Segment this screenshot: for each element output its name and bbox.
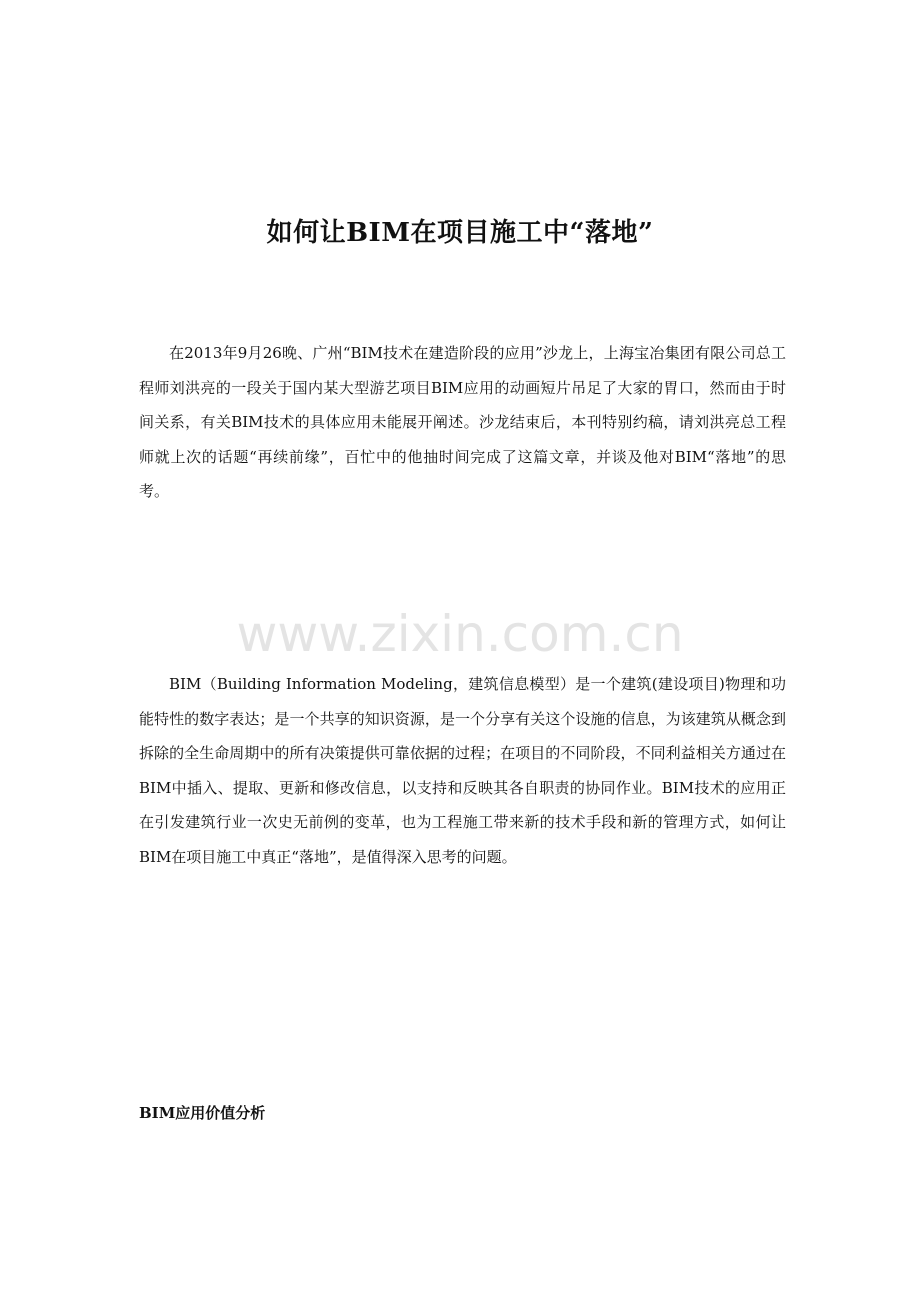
watermark: www.zixin.com.cn <box>236 605 684 663</box>
bim-definition-paragraph: BIM（Building Information Modeling，建筑信息模型）是一个建筑(建设项目)物理和功能特性的数字表达；是一个共享的知识资源，是一个分享有关这个设施的信息，为该建筑从概念到拆除的全生命周期中的所有决策提供可靠依据的过程；在项目的不同阶段，不同利益相关方通过在BIM中插入、提取、更新和修改信息，以支持和反映其各自职责的协同作业。BIM技术的应用正在引发建筑行业一次史无前例的变革，也为工程施工带来新的技术手段和新的管理方式，如何让BIM在项目施工中真正“落地”，是值得深入思考的问题。 <box>139 675 786 866</box>
document-title: 如何让BIM在项目施工中“落地” <box>266 218 654 248</box>
section-heading: BIM应用价值分析 <box>139 1104 266 1122</box>
intro-paragraph: 在2013年9月26晚、广州“BIM技术在建造阶段的应用”沙龙上，上海宝冶集团有限公司总工程师刘洪亮的一段关于国内某大型游艺项目BIM应用的动画短片吊足了大家的胃口，然而由于时间关系，有关BIM技术的具体应用未能展开阐述。沙龙结束后，本刊特别约稿，请刘洪亮总工程师就上次的话题“再续前缘”，百忙中的他抽时间完成了这篇文章，并谈及他对BIM“落地”的思考。 <box>139 344 786 500</box>
